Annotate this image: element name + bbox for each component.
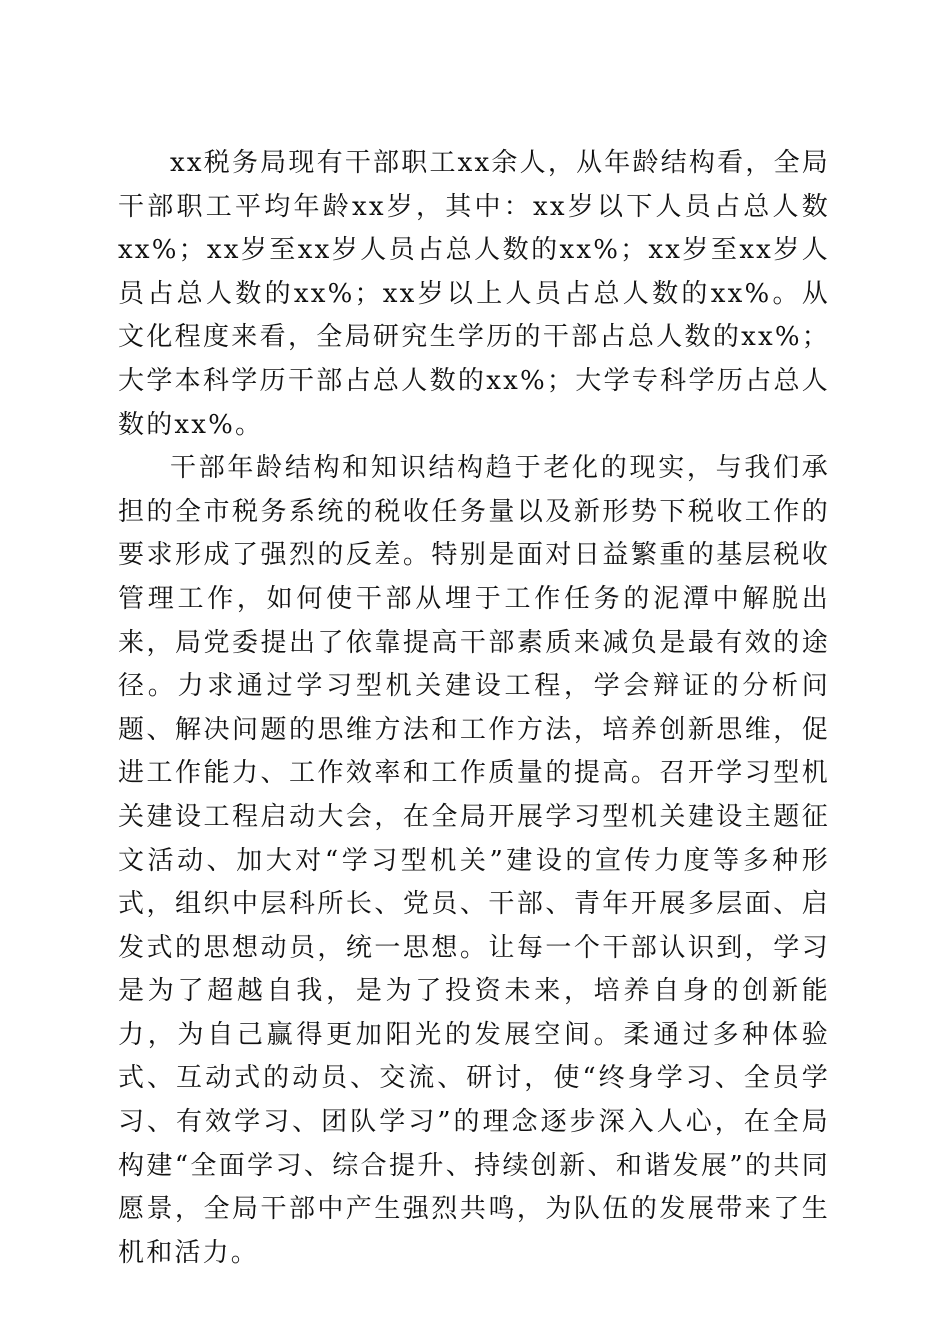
paragraph-staff-statistics: xx税务局现有干部职工xx余人，从年龄结构看，全局干部职工平均年龄xx岁，其中：xx岁以下人员占总人数xx%；xx岁至xx岁人员占总人数的xx%；xx岁至xx岁人员占总人数的xx%；xx岁以上人员占总人数的xx%。从文化程度来看，全局研究生学历的干部占总人数的xx%；大学本科学历干部占总人数的xx%；大学专科学历占总人数的xx%。 bbox=[118, 148, 830, 440]
document-body bbox=[118, 142, 830, 1275]
paragraph-learning-organization: 干部年龄结构和知识结构趋于老化的现实，与我们承担的全市税务系统的税收任务量以及新形势下税收工作的要求形成了强烈的反差。特别是面对日益繁重的基层税收管理工作，如何使干部从埋于工作任务的泥潭中解脱出来，局党委提出了依靠提高干部素质来减负是最有效的途径。力求通过学习型机关建设工程，学会辩证的分析问题、解决问题的思维方法和工作方法，培养创新思维，促进工作能力、工作效率和工作质量的提高。召开学习型机关建设工程启动大会，在全局开展学习型机关建设主题征文活动、加大对“学习型机关”建设的宣传力度等多种形式，组织中层科所长、党员、干部、青年开展多层面、启发式的思想动员，统一思想。让每一个干部认识到，学习是为了超越自我，是为了投资未来，培养自身的创新能力，为自己赢得更加阳光的发展空间。柔通过多种体验式、互动式的动员、交流、研讨，使“终身学习、全员学习、有效学习、团队学习”的理念逐步深入人心，在全局构建“全面学习、综合提升、持续创新、和谐发展”的共同愿景，全局干部中产生强烈共鸣，为队伍的发展带来了生机和活力。 bbox=[118, 453, 830, 1268]
